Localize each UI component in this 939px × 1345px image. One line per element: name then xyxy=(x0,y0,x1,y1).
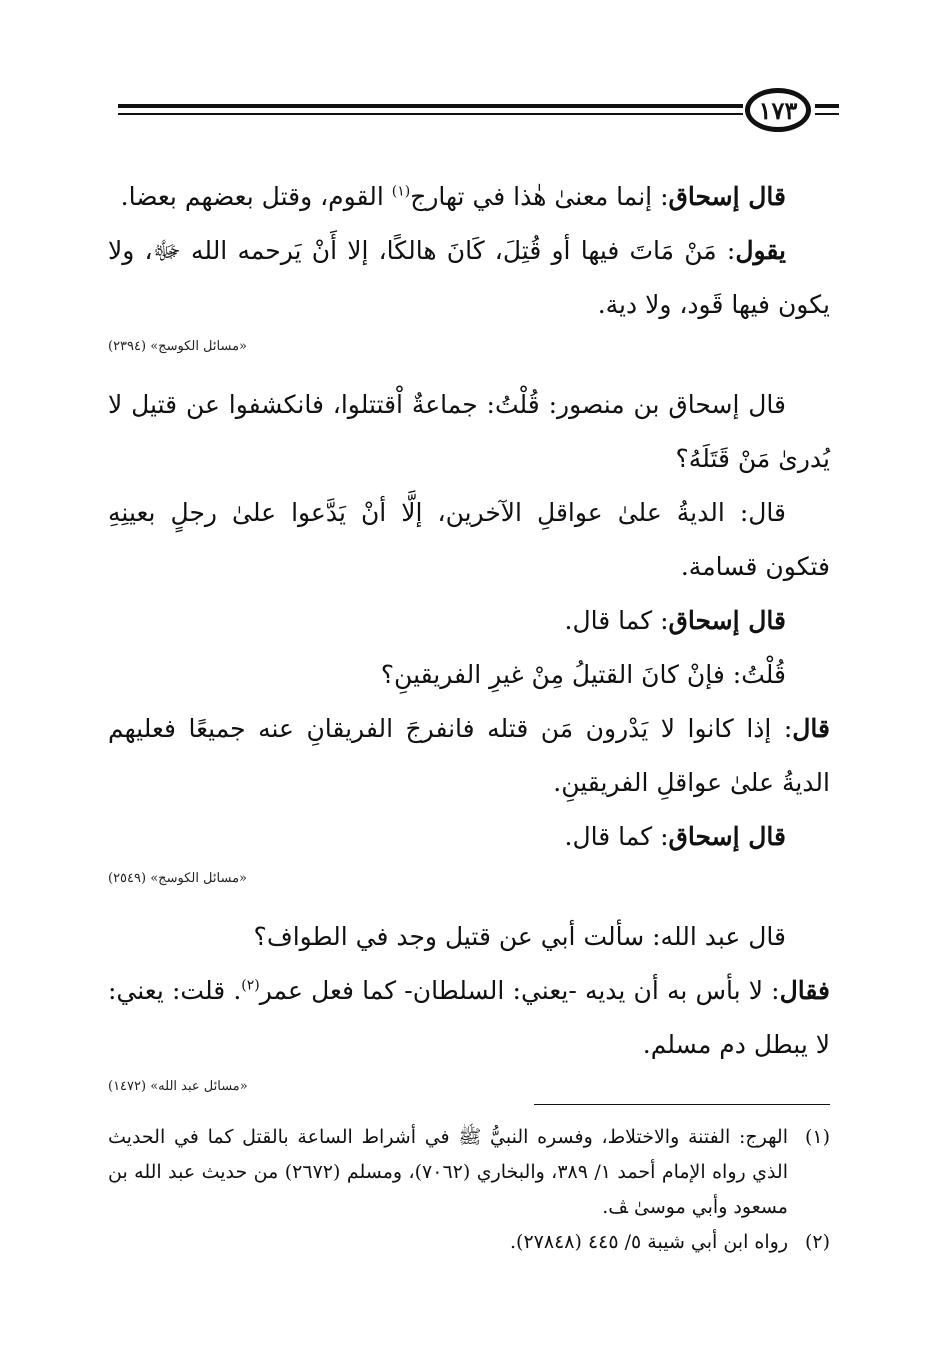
header-rule-thick xyxy=(118,104,743,108)
footnote-ref-2[interactable]: (٢) xyxy=(241,977,260,994)
footnotes xyxy=(108,1120,830,1260)
paragraph-10 xyxy=(108,964,830,1072)
paragraph-text: : كما قال. xyxy=(564,822,669,851)
paragraph-7 xyxy=(108,702,830,810)
paragraph-9 xyxy=(108,910,830,964)
speaker-label: قال إسحاق xyxy=(668,822,786,851)
speaker-label: يقول xyxy=(735,236,786,265)
paragraph-5 xyxy=(108,594,830,648)
header-rule-thick-right xyxy=(815,104,839,108)
footnote-separator xyxy=(534,1104,830,1105)
paragraph-text: : لا بأس به أن يديه -يعني: السلطان- كما فعل عمر xyxy=(259,976,780,1005)
paragraph-4 xyxy=(108,486,830,594)
paragraph-6 xyxy=(108,648,830,702)
speaker-label: قال إسحاق xyxy=(668,182,786,211)
footnote-number: (١) xyxy=(804,1126,830,1148)
source-citation-3: «مسائل عبد الله» (١٤٧٢) xyxy=(108,1079,248,1094)
paragraph-text: قال إسحاق بن منصور: قُلْتُ: جماعةٌ اْقتتلوا، فانكشفوا عن قتيل لا يُدرىٰ مَنْ قَتَلَهُ؟ xyxy=(108,390,830,473)
source-citation-1: «مسائل الكوسج» (٢٣٩٤) xyxy=(108,339,247,354)
speaker-label: فقال xyxy=(779,976,830,1005)
paragraph-text: القوم، وقتل بعضهم بعضا. xyxy=(120,182,392,211)
paragraph-text: قال عبد الله: سألت أبي عن قتيل وجد في الطواف؟ xyxy=(253,922,786,951)
paragraph-8 xyxy=(108,810,830,864)
speaker-label: قال إسحاق xyxy=(668,606,786,635)
paragraph-3 xyxy=(108,378,830,486)
paragraph-text: : كما قال. xyxy=(564,606,669,635)
speaker-label: قال xyxy=(792,714,830,743)
paragraph-text: : إذا كانوا لا يَدْرون مَن قتله فانفرجَ الفريقانِ عنه جميعًا فعليهم الديةُ علىٰ عواقلِ الفريقينِ. xyxy=(108,714,830,797)
speaker-label: قُلْتُ xyxy=(741,660,786,689)
footnote-1 xyxy=(108,1120,830,1225)
footnote-text: الهرج: الفتنة والاختلاط، وفسره النبيُّ ﷺ في أشراط الساعة بالقتل كما في الحديث الذي رواه الإمام أحمد ١/ ٣٨٩، والبخاري (٧٠٦٢)، ومسلم (٢٦٧٢) من حديث عبد الله بن مسعود وأبي موسىٰ ﭫ. xyxy=(108,1126,788,1218)
footnote-2 xyxy=(108,1225,830,1260)
paragraph-text: : مَنْ مَاتَ فيها أو قُتِلَ، كَانَ هالكًا، إلا أَنْ يَرحمه الله ﷻ، ولا يكون فيها قَود، ولا دية. xyxy=(108,236,830,319)
paragraph-text: : فإنْ كانَ القتيلُ مِنْ غيرِ الفريقينِ؟ xyxy=(380,660,742,689)
paragraph-2 xyxy=(108,224,830,332)
main-text xyxy=(108,170,830,1118)
footnote-text: رواه ابن أبي شيبة ٥/ ٤٤٥ (٢٧٨٤٨). xyxy=(510,1231,788,1253)
paragraph-text: . قلت: يعني: لا يبطل دم مسلم. xyxy=(108,976,830,1059)
header-rule-thin-right xyxy=(815,113,839,115)
paragraph-1 xyxy=(108,170,830,224)
footnote-ref-1[interactable]: (١) xyxy=(391,183,411,200)
source-citation-2: «مسائل الكوسج» (٢٥٤٩) xyxy=(108,871,247,886)
header-rule-thin xyxy=(118,113,743,115)
footnote-number: (٢) xyxy=(804,1231,830,1253)
paragraph-text: : إنما معنىٰ هٰذا في تهارج xyxy=(410,182,669,211)
page-number: ١٧٣ xyxy=(745,88,811,132)
paragraph-text: قال: الديةُ علىٰ عواقلِ الآخرين، إلَّا أنْ يَدَّعوا علىٰ رجلٍ بعينِهِ فتكون قسامة. xyxy=(108,498,830,581)
